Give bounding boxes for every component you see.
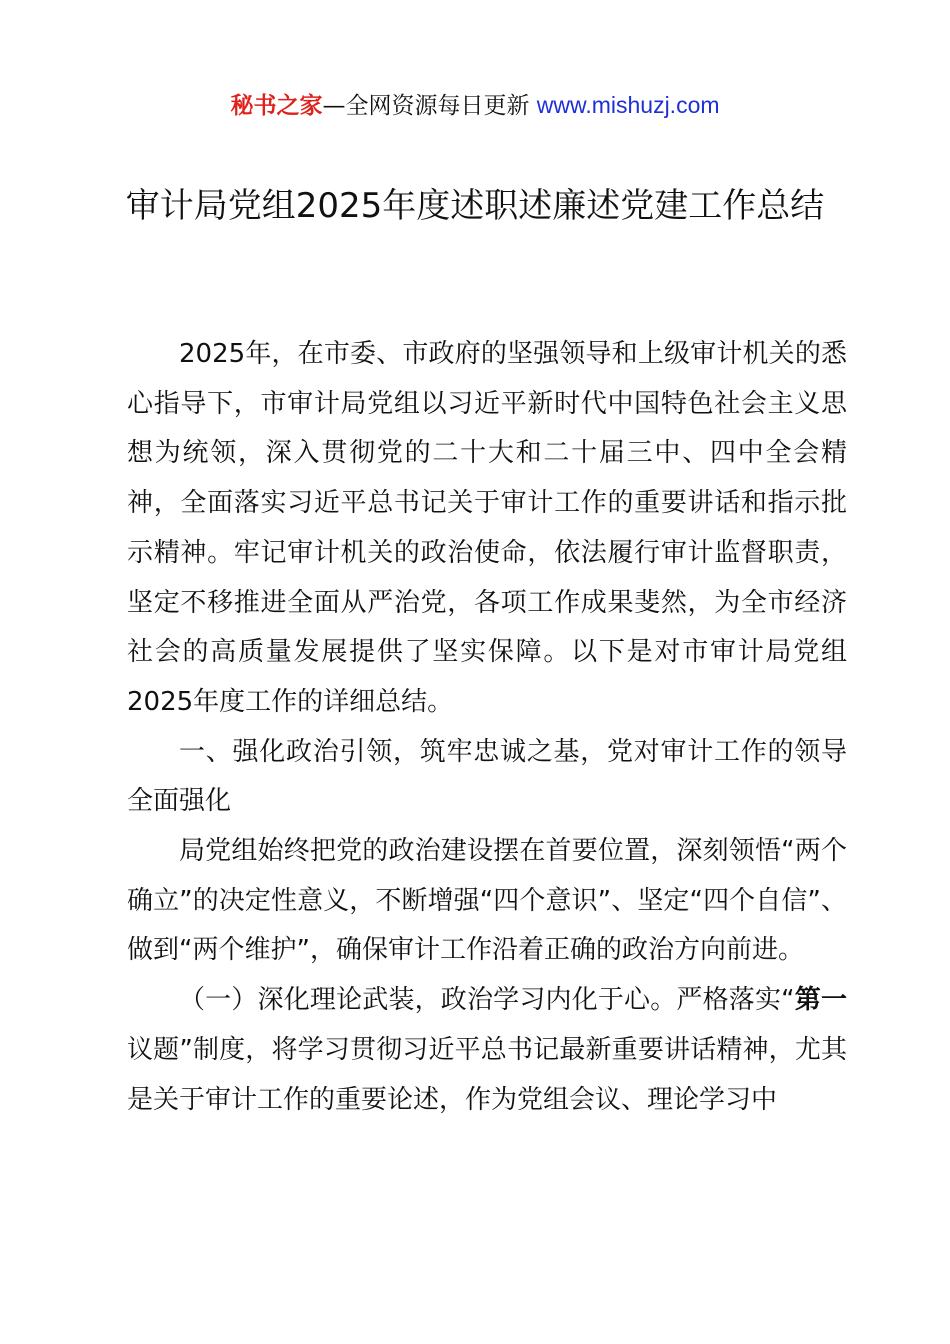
paragraph-intro: 2025年，在市委、市政府的坚强领导和上级审计机关的悉心指导下，市审计局党组以习近平新时代中国特色社会主义思想为统领，深入贯彻党的二十大和二十届三中、四中全会精神，全面落实习近平总书记关于审计工作的重要讲话和指示批示精神。牢记审计机关的政治使命，依法履行审计监督职责，坚定不移推进全面从严治党，各项工作成果斐然，为全市经济社会的高质量发展提供了坚实保障。以下是对市审计局党组2025年度工作的详细总结。: [127, 339, 847, 717]
site-tagline: —全网资源每日更新: [322, 93, 537, 119]
site-url-link[interactable]: www.mishuzj.com: [536, 92, 720, 118]
site-brand: 秘书之家: [230, 93, 323, 119]
section-heading-1: 一、强化政治引领，筑牢忠诚之基，党对审计工作的领导全面强化: [127, 736, 847, 817]
subsection-1-bold-text: 第一: [794, 985, 847, 1016]
paragraph-section-1: 局党组始终把党的政治建设摆在首要位置，深刻领悟“两个确立”的决定性意义，不断增强“四个意识”、坚定“四个自信”、做到“两个维护”，确保审计工作沿着正确的政治方向前进。: [127, 836, 847, 966]
paragraph-subsection-1: [127, 976, 847, 1125]
subsection-1-text-end: 议题”制度，将学习贯彻习近平总书记最新重要讲话精神，尤其是关于审计工作的重要论述，作为党组会议、理论学习中: [127, 1034, 847, 1115]
document-title: 审计局党组2025年度述职述廉述党建工作总结: [125, 186, 825, 226]
document-body: [127, 330, 847, 1125]
site-header: [0, 88, 950, 123]
subsection-1-text-start: （一）深化理论武装，政治学习内化于心。严格落实“: [179, 985, 795, 1016]
